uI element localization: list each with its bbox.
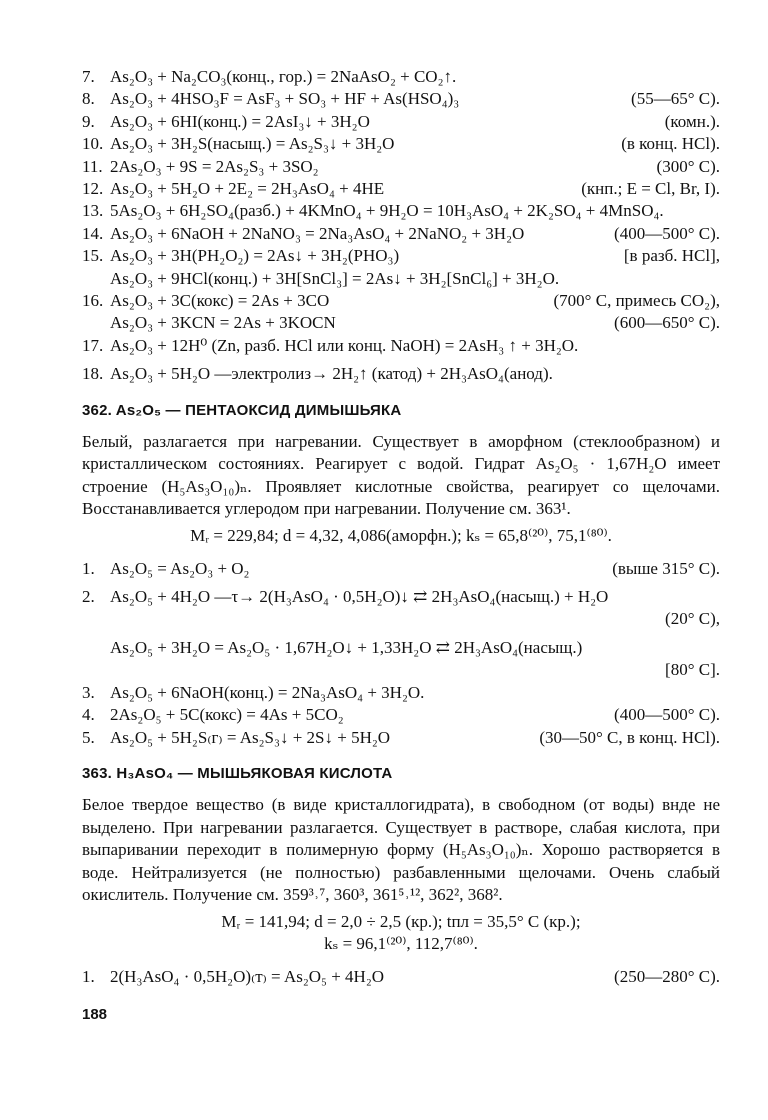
reaction-line [82,704,720,726]
reaction-number: 15. [82,246,104,266]
reaction-number: 12. [82,179,104,199]
reaction-number: 11. [82,156,103,176]
reaction-equation: As₂O₅ + 6NaOH(конц.) = 2Na₃AsO₄ + 3H₂O. [110,682,425,702]
reaction-condition: (600—650° С). [614,313,720,333]
reaction-equation: As₂O₃ + Na₂CO₃(конц., гор.) = 2NaAsO₂ + CO₂↑. [110,67,457,86]
reaction-condition: (250—280° С). [614,967,720,987]
reaction-equation: As₂O₃ + 6HI(конц.) = 2AsI₃↓ + 3H₂O [110,111,370,131]
reaction-condition: (комн.). [664,111,720,131]
reaction-equation: 2As₂O₃ + 9S = 2As₂S₃ + 3SO₂ [110,156,319,176]
section-description-363: Белое твердое вещество (в виде кристаллогидрата), в свободном (от воды) внде не выделено. При нагревании разлагается. Существует в растворе, слабая кислота, при выпаривании переходит в полимерную форму (H₅As₃O₁₀)ₙ. Хорошо растворяется в воде. Нейтрализуется (не полностью) разбавленными щелочами. Очень слабый окислитель. Получение см. 359³˒⁷, 360³, 361⁵˒¹², 362², 368². [82,794,720,905]
reaction-number: 7. [82,67,95,86]
reaction-condition: [80° С]. [665,660,720,680]
reaction-condition: (30—50° С, в конц. HCl). [539,727,720,747]
reaction-equation: As₂O₃ + 3H₂S(насыщ.) = As₂S₃↓ + 3H₂O [110,134,395,154]
reaction-number: 1. [82,967,95,987]
reaction-number: 14. [82,223,104,243]
reaction-equation: As₂O₃ + 9HCl(конц.) + 3H[SnCl₃] = 2As↓ + 3H₂[SnCl₆] + 3H₂O. [110,268,560,288]
reaction-condition: (кнп.; E = Cl, Br, I). [581,179,720,199]
reaction-number: 8. [82,89,95,109]
reaction-equation: 5As₂O₃ + 6H₂SO₄(разб.) + 4KMnO₄ + 9H₂O = 10H₃AsO₄ + 2K₂SO₄ + 4MnSO₄. [110,201,664,221]
reaction-line [82,586,720,608]
reaction-number: 2. [82,587,95,607]
reaction-equation: As₂O₃ + 4HSO₃F = AsF₃ + SO₃ + HF + As(HSO₄)₃ [110,89,460,109]
reaction-number: 13. [82,201,104,221]
solubility-363: kₛ = 96,1⁽²⁰⁾, 112,7⁽⁸⁰⁾. [324,934,478,954]
reaction-line [82,156,720,178]
reaction-condition: (20° С), [665,609,720,629]
reaction-line [82,178,720,200]
reaction-line [82,335,720,357]
reaction-list-361 [82,66,720,386]
reaction-line [82,111,720,133]
reaction-equation: As₂O₃ + 12H⁰ (Zn, разб. HCl или конц. NaOH) = 2AsH₃ ↑ + 3H₂O. [110,335,579,355]
page-number: 188 [82,1006,108,1024]
reaction-line [82,268,720,290]
section-heading-362: 362. As₂O₅ — ПЕНТАОКСИД ДИМЫШЬЯКА [82,401,402,419]
reaction-line [82,133,720,155]
reaction-number: 10. [82,134,104,154]
reaction-line [82,682,720,704]
reaction-number: 1. [82,558,95,578]
reaction-condition: (выше 315° С). [612,558,720,578]
reaction-line [82,558,720,580]
reaction-condition: (400—500° С). [614,705,720,725]
reaction-number: 9. [82,111,95,131]
reaction-equation: As₂O₅ = As₂O₃ + O₂ [110,558,250,578]
reaction-line [82,608,720,630]
reaction-condition: (55—65° С). [631,89,720,109]
reaction-condition: (700° С, примесь CO₂), [553,291,720,311]
reaction-condition: (в конц. HCl). [621,134,720,154]
reaction-line [82,88,720,110]
reaction-list-362 [82,558,720,749]
reaction-condition: (300° С). [656,156,720,176]
reaction-equation: As₂O₃ + 5H₂O —электролиз→ 2H₂↑ (катод) + 2H₃AsO₄(анод). [110,364,553,384]
reaction-line [82,200,720,222]
reaction-equation: As₂O₃ + 6NaOH + 2NaNO₃ = 2Na₃AsO₄ + 2NaNO₂ + 3H₂O [110,223,525,243]
section-heading-363: 363. H₃AsO₄ — МЫШЬЯКОВАЯ КИСЛОТА [82,764,393,782]
reaction-line [82,659,720,681]
reaction-equation: 2As₂O₅ + 5C(кокс) = 4As + 5CO₂ [110,705,344,725]
reaction-number: 17. [82,335,104,355]
reaction-number: 16. [82,291,104,311]
reaction-line [82,363,720,385]
reaction-line [82,312,720,334]
reaction-line [82,727,720,749]
reaction-number: 4. [82,705,95,725]
reaction-line [82,966,720,988]
reaction-line [82,290,720,312]
reaction-equation: As₂O₅ + 4H₂O —τ→ 2(H₃AsO₄ · 0,5H₂O)↓ ⇄ 2H₃AsO₄(насыщ.) + H₂O [110,587,609,607]
reaction-equation: As₂O₅ + 3H₂O = As₂O₅ · 1,67H₂O↓ + 1,33H₂O ⇄ 2H₃AsO₄(насыщ.) [110,637,583,657]
reaction-line [82,223,720,245]
reaction-line [82,66,720,88]
reaction-equation: As₂O₃ + 5H₂O + 2E₂ = 2H₃AsO₄ + 4HE [110,179,385,199]
reaction-equation: As₂O₃ + 3H(PH₂O₂) = 2As↓ + 3H₂(PHO₃) [110,246,400,266]
reaction-number: 18. [82,364,104,384]
reaction-equation: As₂O₃ + 3KCN = 2As + 3KOCN [110,313,336,333]
section-description-362: Белый, разлагается при нагревании. Существует в аморфном (стеклообразном) и кристаллическом состояниях. Реагирует с водой. Гидрат As₂O₅ · 1,67H₂O имеет строение (H₅As₃O₁₀)ₙ. Проявляет кислотные свойства, реагирует со щелочами. Восстанавливается углеродом при нагревании. Получение см. 363¹. [82,431,720,519]
reaction-line [82,637,720,659]
reaction-list-363 [82,966,720,988]
reaction-number: 3. [82,682,95,702]
reaction-condition: (400—500° С). [614,223,720,243]
reaction-condition: [в разб. HCl], [623,246,720,266]
physical-properties-363: Mᵣ = 141,94; d = 2,0 ÷ 2,5 (кр.); tпл = 35,5° С (кр.); [221,911,581,931]
reaction-equation: As₂O₅ + 5H₂S₍г₎ = As₂S₃↓ + 2S↓ + 5H₂O [110,727,391,747]
reaction-number: 5. [82,727,95,747]
reaction-equation: 2(H₃AsO₄ · 0,5H₂O)₍т₎ = As₂O₅ + 4H₂O [110,967,385,987]
reaction-line [82,245,720,267]
physical-properties-362: Mᵣ = 229,84; d = 4,32, 4,086(аморфн.); kₛ = 65,8⁽²⁰⁾, 75,1⁽⁸⁰⁾. [190,526,612,546]
reaction-equation: As₂O₃ + 3C(кокс) = 2As + 3CO [110,291,330,311]
